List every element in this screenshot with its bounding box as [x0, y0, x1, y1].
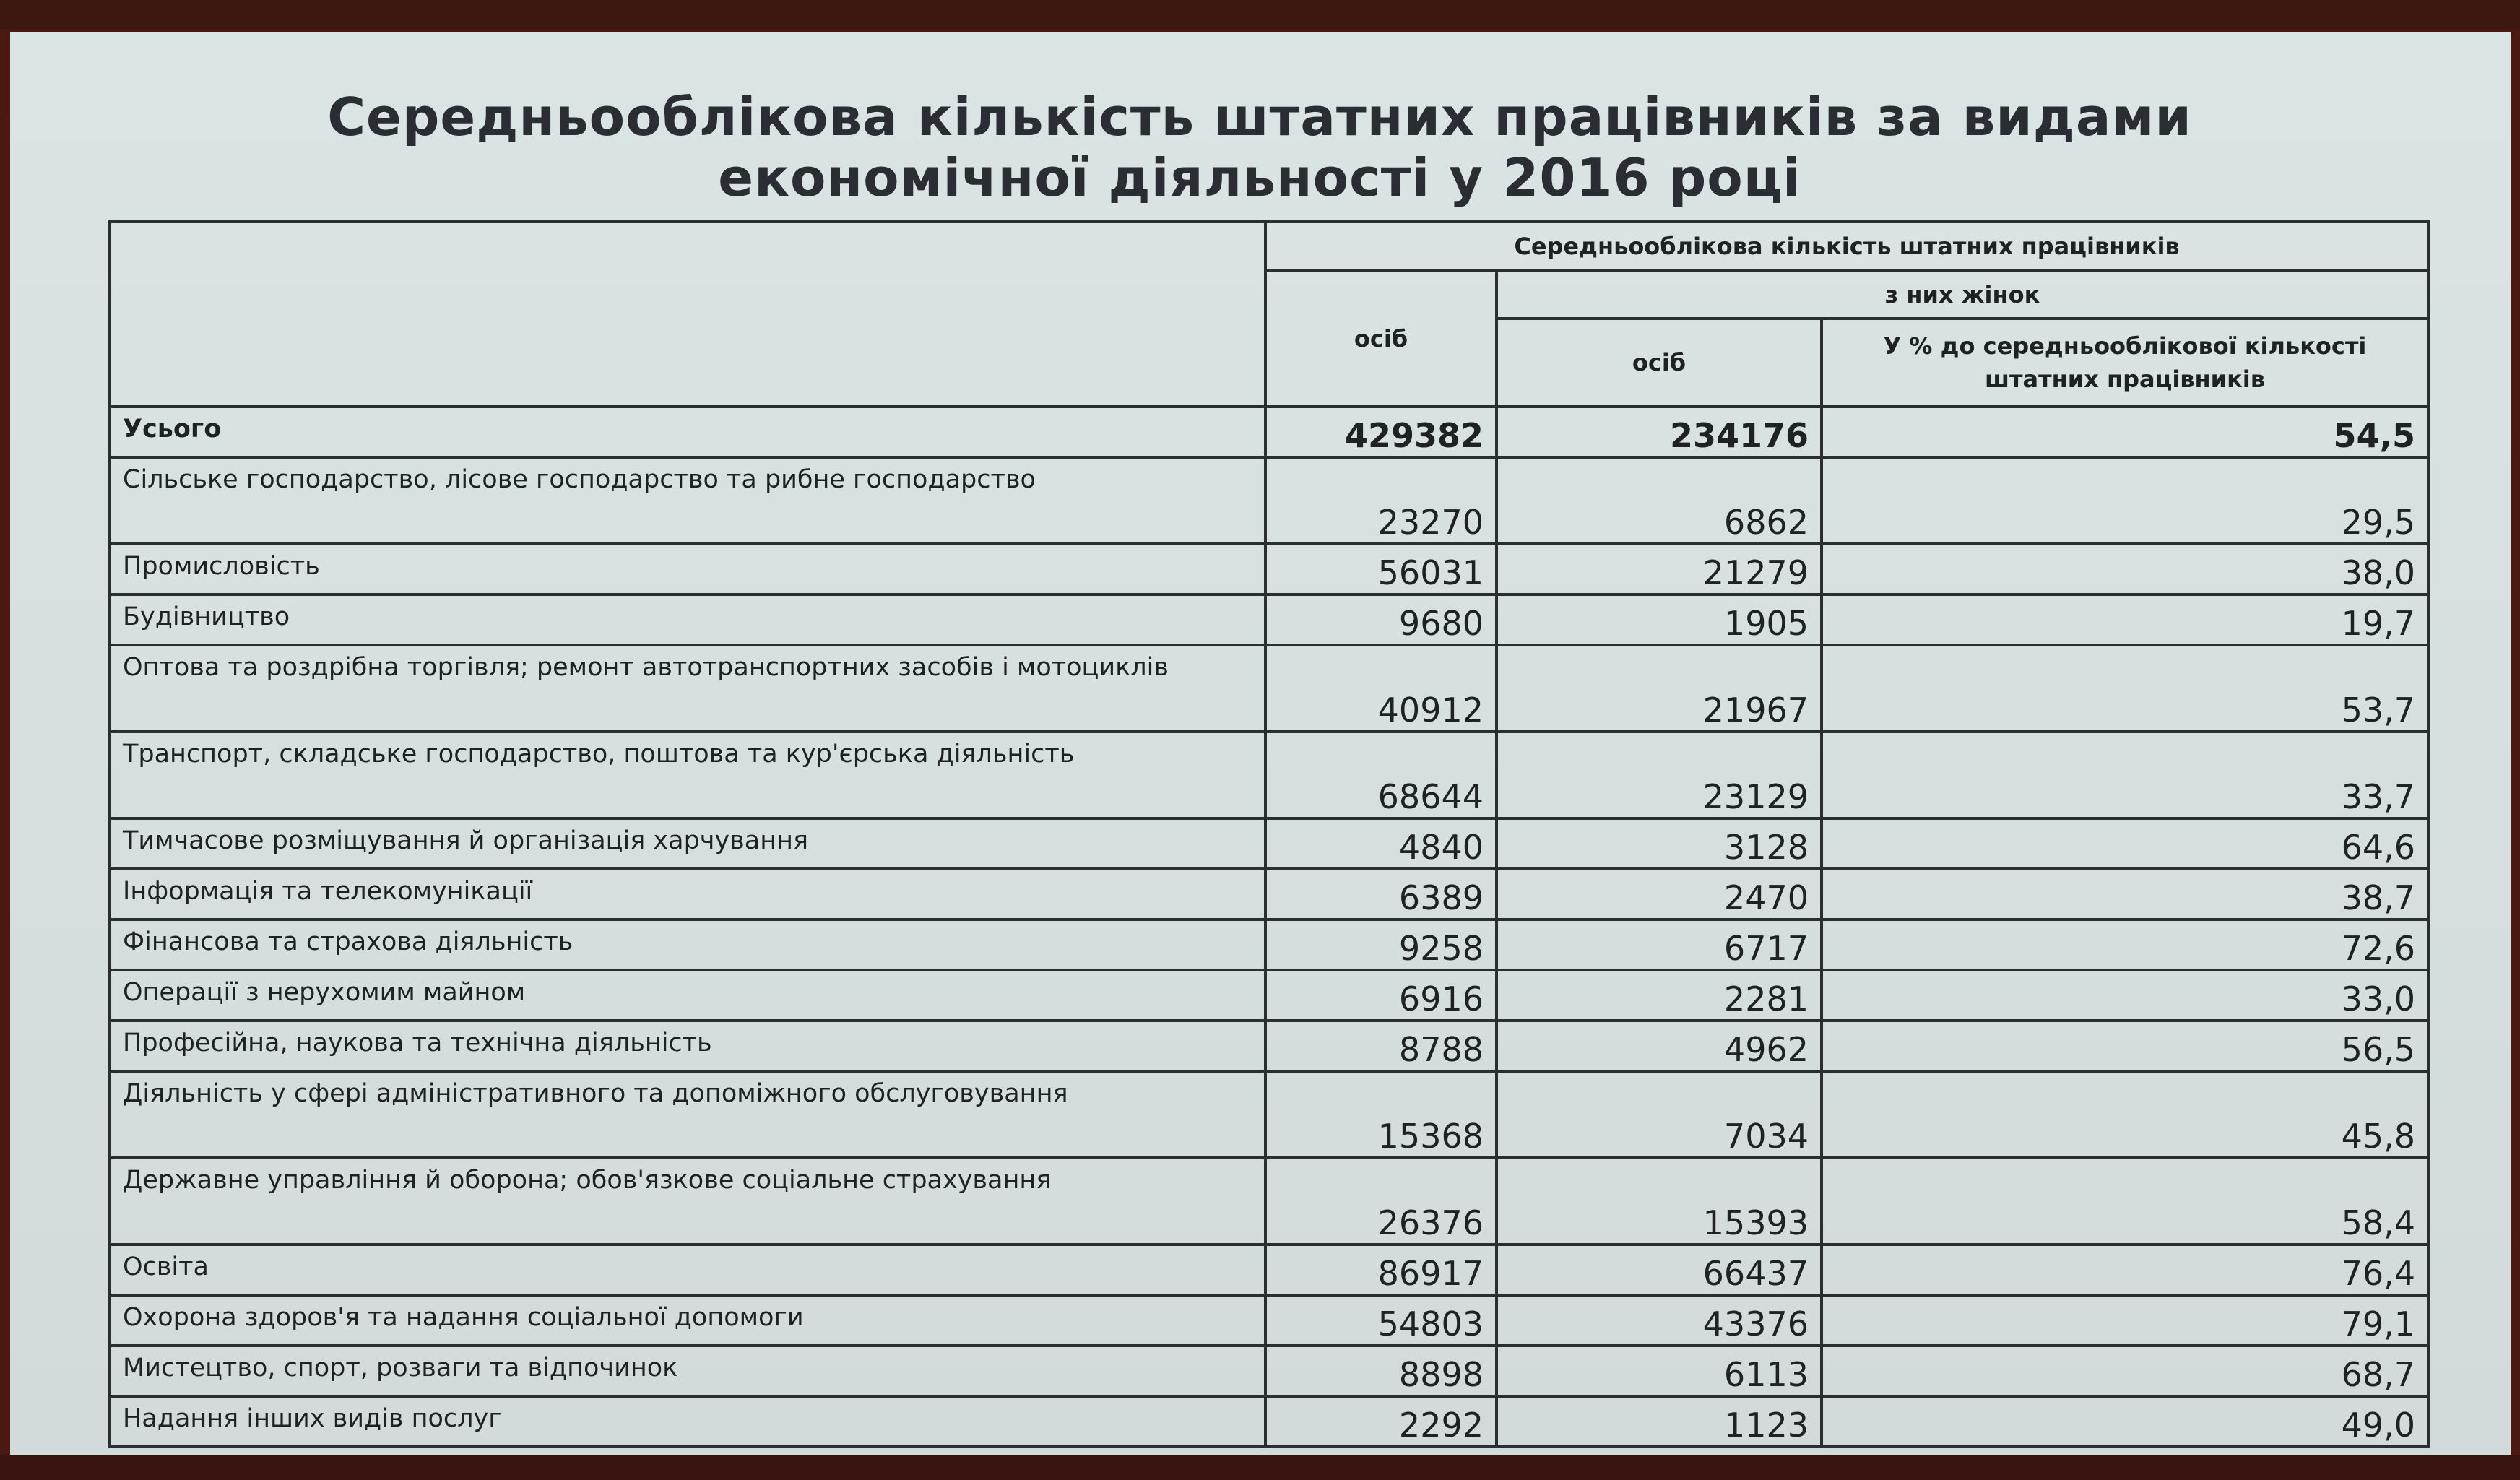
- table-row: [110, 544, 2428, 594]
- activity-name-cell: Сільське господарство, лісове господарство та рибне господарство: [110, 457, 1265, 544]
- women-percent-cell: 76,4: [1822, 1245, 2428, 1295]
- women-percent-cell: 38,7: [1822, 869, 2428, 919]
- women-percent-cell: 29,5: [1822, 457, 2428, 544]
- persons-cell: 6916: [1265, 970, 1497, 1021]
- women-percent-cell: 54,5: [1822, 407, 2428, 457]
- persons-cell: 54803: [1265, 1295, 1497, 1346]
- slide-title: Середньооблікова кількість штатних працівників за видами економічної діяльності у 2016 році: [327, 87, 2192, 208]
- women-percent-cell: 19,7: [1822, 594, 2428, 645]
- women-persons-cell: 1905: [1497, 594, 1822, 645]
- women-percent-cell: 58,4: [1822, 1158, 2428, 1245]
- header-persons-cell: осіб: [1265, 271, 1497, 407]
- table-row: [110, 1158, 2428, 1245]
- table-row: [110, 645, 2428, 732]
- activity-name-cell: Охорона здоров'я та надання соціальної допомоги: [110, 1295, 1265, 1346]
- activity-name-cell: Діяльність у сфері адміністративного та допоміжного обслуговування: [110, 1071, 1265, 1158]
- activity-name-cell: Мистецтво, спорт, розваги та відпочинок: [110, 1346, 1265, 1396]
- header-women-group-cell: з них жінок: [1497, 271, 2428, 319]
- table-row: [110, 1021, 2428, 1071]
- table-row: [110, 732, 2428, 818]
- persons-cell: 6389: [1265, 869, 1497, 919]
- women-persons-cell: 15393: [1497, 1158, 1822, 1245]
- women-persons-cell: 234176: [1497, 407, 1822, 457]
- women-persons-cell: 66437: [1497, 1245, 1822, 1295]
- table-row: [110, 407, 2428, 457]
- women-percent-cell: 64,6: [1822, 818, 2428, 869]
- women-persons-cell: 4962: [1497, 1021, 1822, 1071]
- activity-name-cell: Операції з нерухомим майном: [110, 970, 1265, 1021]
- women-persons-cell: 7034: [1497, 1071, 1822, 1158]
- women-persons-cell: 2470: [1497, 869, 1822, 919]
- activity-name-cell: Фінансова та страхова діяльність: [110, 919, 1265, 970]
- activity-name-cell: Тимчасове розміщування й організація харчування: [110, 818, 1265, 869]
- table-row: [110, 869, 2428, 919]
- persons-cell: 2292: [1265, 1396, 1497, 1447]
- persons-cell: 9258: [1265, 919, 1497, 970]
- women-percent-cell: 68,7: [1822, 1346, 2428, 1396]
- header-row-top: [110, 222, 2428, 271]
- header-women-percent-cell: У % до середньооблікової кількості штатних працівників: [1822, 319, 2428, 407]
- table-row: [110, 457, 2428, 544]
- women-percent-cell: 45,8: [1822, 1071, 2428, 1158]
- activity-name-cell: Будівництво: [110, 594, 1265, 645]
- women-persons-cell: 21279: [1497, 544, 1822, 594]
- table-row: [110, 1295, 2428, 1346]
- women-persons-cell: 23129: [1497, 732, 1822, 818]
- activity-name-cell: Транспорт, складське господарство, поштова та кур'єрська діяльність: [110, 732, 1265, 818]
- table-row: [110, 818, 2428, 869]
- activity-name-cell: Усього: [110, 407, 1265, 457]
- persons-cell: 9680: [1265, 594, 1497, 645]
- activity-name-cell: Інформація та телекомунікації: [110, 869, 1265, 919]
- persons-cell: 8898: [1265, 1346, 1497, 1396]
- background-wall-top: [0, 0, 2520, 29]
- persons-cell: 26376: [1265, 1158, 1497, 1245]
- persons-cell: 15368: [1265, 1071, 1497, 1158]
- table-body: [110, 222, 2428, 1447]
- activity-name-cell: Надання інших видів послуг: [110, 1396, 1265, 1447]
- header-group-cell: Середньооблікова кількість штатних працівників: [1265, 222, 2428, 271]
- activity-name-cell: Державне управління й оборона; обов'язкове соціальне страхування: [110, 1158, 1265, 1245]
- background-wall-bottom: [0, 1455, 2520, 1480]
- women-persons-cell: 1123: [1497, 1396, 1822, 1447]
- persons-cell: 4840: [1265, 818, 1497, 869]
- women-persons-cell: 2281: [1497, 970, 1822, 1021]
- table-row: [110, 1396, 2428, 1447]
- women-persons-cell: 43376: [1497, 1295, 1822, 1346]
- activity-name-cell: Професійна, наукова та технічна діяльність: [110, 1021, 1265, 1071]
- women-percent-cell: 49,0: [1822, 1396, 2428, 1447]
- women-persons-cell: 6113: [1497, 1346, 1822, 1396]
- header-women-persons-cell: осіб: [1497, 319, 1822, 407]
- women-percent-cell: 33,7: [1822, 732, 2428, 818]
- persons-cell: 8788: [1265, 1021, 1497, 1071]
- employment-table: [108, 220, 2430, 1448]
- activity-name-cell: Промисловість: [110, 544, 1265, 594]
- table-row: [110, 1071, 2428, 1158]
- women-percent-cell: 38,0: [1822, 544, 2428, 594]
- header-empty-cell: [110, 222, 1265, 407]
- women-persons-cell: 21967: [1497, 645, 1822, 732]
- women-percent-cell: 33,0: [1822, 970, 2428, 1021]
- activity-name-cell: Освіта: [110, 1245, 1265, 1295]
- table-row: [110, 594, 2428, 645]
- table-row: [110, 1245, 2428, 1295]
- women-persons-cell: 6862: [1497, 457, 1822, 544]
- women-persons-cell: 6717: [1497, 919, 1822, 970]
- persons-cell: 429382: [1265, 407, 1497, 457]
- persons-cell: 23270: [1265, 457, 1497, 544]
- women-percent-cell: 56,5: [1822, 1021, 2428, 1071]
- table-row: [110, 1346, 2428, 1396]
- persons-cell: 68644: [1265, 732, 1497, 818]
- activity-name-cell: Оптова та роздрібна торгівля; ремонт автотранспортних засобів і мотоциклів: [110, 645, 1265, 732]
- women-percent-cell: 53,7: [1822, 645, 2428, 732]
- women-percent-cell: 79,1: [1822, 1295, 2428, 1346]
- table-row: [110, 919, 2428, 970]
- women-persons-cell: 3128: [1497, 818, 1822, 869]
- persons-cell: 40912: [1265, 645, 1497, 732]
- persons-cell: 56031: [1265, 544, 1497, 594]
- table-row: [110, 970, 2428, 1021]
- women-percent-cell: 72,6: [1822, 919, 2428, 970]
- persons-cell: 86917: [1265, 1245, 1497, 1295]
